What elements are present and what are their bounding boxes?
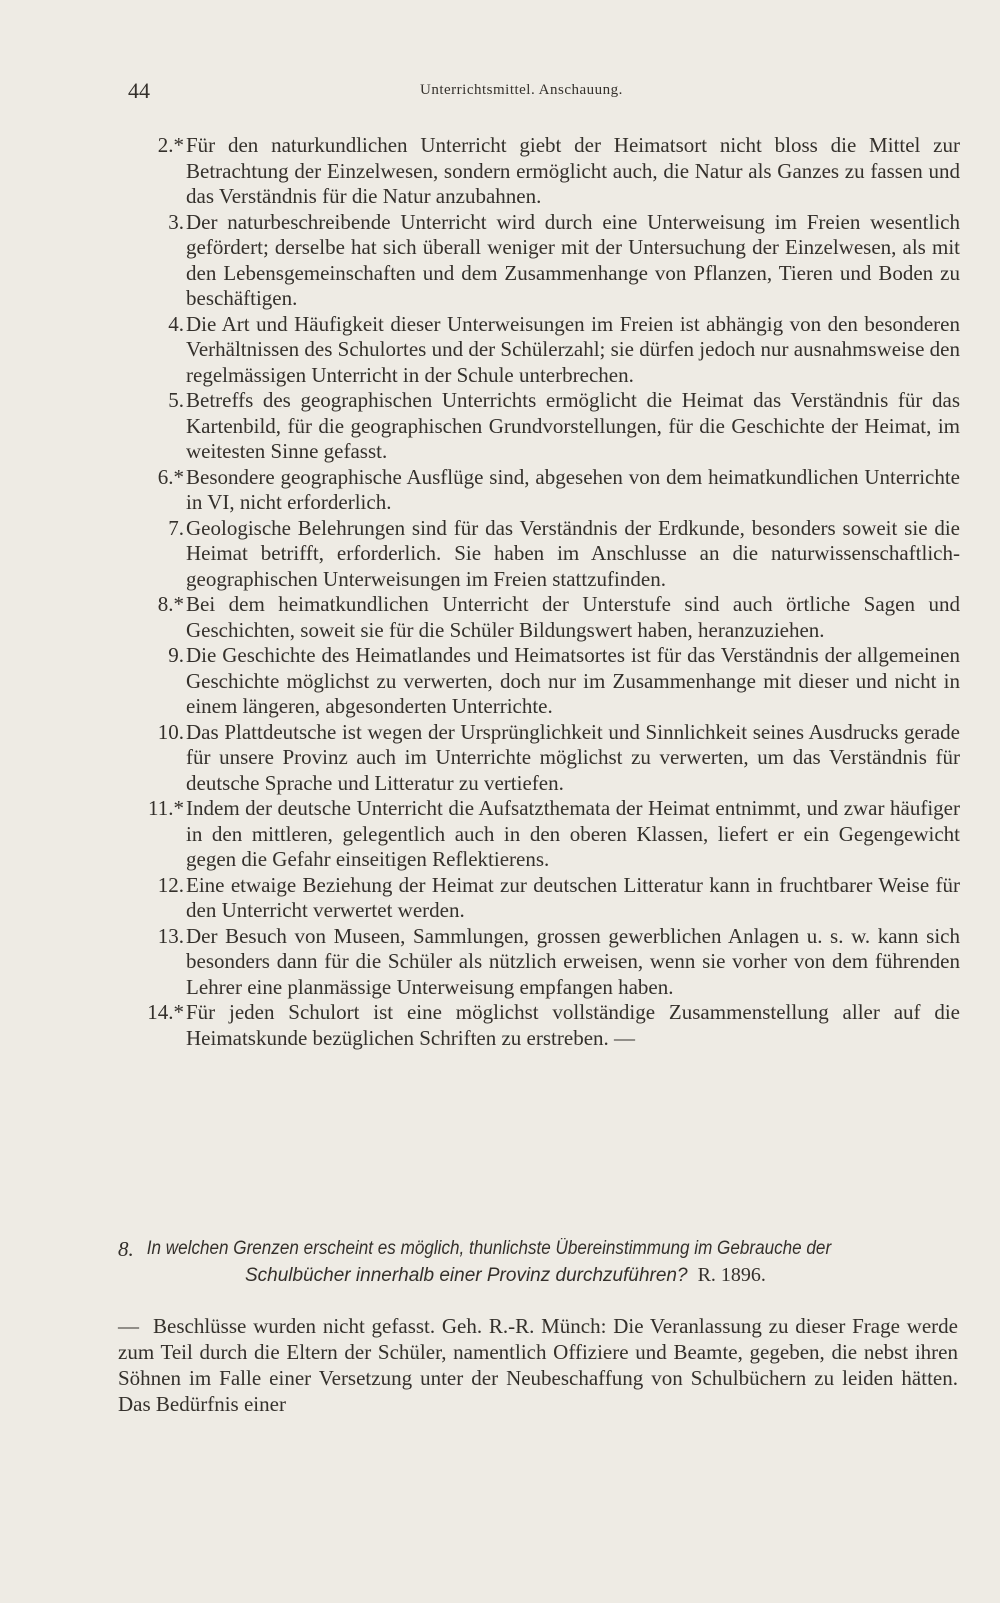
paragraph-text: Beschlüsse wurden nicht gefasst. Geh. R.-R. Münch: Die Veranlassung zu dieser Frage werde zum Teil durch die Eltern der Schüler, namentlich Offiziere und Beamte, gegeben, die nebst ihren Söhnen im Falle einer Versetzung unter der Neubeschaffung von Schulbüchern zu leiden hätten. Das Bedürfnis einer bbox=[118, 1314, 958, 1416]
thesis-number: 12. bbox=[157, 872, 184, 897]
thesis-number: 2.* bbox=[157, 133, 184, 157]
thesis-number: 8.* bbox=[157, 592, 184, 616]
question-reference: R. 1896. bbox=[697, 1264, 766, 1286]
thesis-text: Indem der deutsche Unterricht die Aufsatzthemata der Heimat entnimmt, und zwar häufiger in den mittleren, gelegentlich auch in den oberen Klassen, liefert er ein Gegengewicht gegen die Gefahr einseitigen Reflektierens. bbox=[186, 796, 960, 871]
thesis-number: 3. bbox=[168, 209, 184, 234]
paragraph-dash: — bbox=[118, 1314, 139, 1338]
thesis-item bbox=[120, 516, 960, 593]
thesis-number: 4. bbox=[168, 311, 184, 336]
question-number: 8. bbox=[118, 1237, 134, 1261]
question-line-2: Schulbücher innerhalb einer Provinz durchzuführen? bbox=[245, 1265, 688, 1286]
thesis-item bbox=[120, 720, 960, 797]
thesis-item bbox=[120, 210, 960, 312]
running-title: Unterrichtsmittel. Anschauung. bbox=[420, 82, 623, 98]
thesis-text: Der Besuch von Museen, Sammlungen, grossen gewerblichen Anlagen u. s. w. kann sich besonders dann für die Schüler als nützlich erweisen, wenn sie vorher von dem führenden Lehrer eine planmässige Unterweisung empfangen haben. bbox=[186, 923, 960, 999]
question-line-1: In welchen Grenzen erscheint es möglich, thunlichste Übereinstimmung im Gebrauche der bbox=[146, 1238, 832, 1259]
thesis-number: 7. bbox=[168, 515, 184, 540]
thesis-number: 13. bbox=[157, 923, 184, 948]
thesis-item bbox=[120, 643, 960, 720]
thesis-text: Betreffs des geographischen Unterrichts ermöglicht die Heimat das Verständnis für das Kartenbild, für die geographischen Grundvorstellungen, für die Geschichte der Heimat, im weitesten Sinne gefasst. bbox=[186, 388, 960, 463]
thesis-item bbox=[120, 873, 960, 924]
thesis-item bbox=[120, 388, 960, 465]
thesis-text: Für den naturkundlichen Unterricht giebt der Heimatsort nicht bloss die Mittel zur Betrachtung der Einzelwesen, sondern ermöglicht auch, die Natur als Ganzes zu fassen und das Verständnis für die Natur anzubahnen. bbox=[186, 133, 960, 208]
thesis-number: 14.* bbox=[147, 1000, 184, 1024]
thesis-text: Geologische Belehrungen sind für das Verständnis der Erdkunde, besonders soweit sie die Heimat betrifft, erforderlich. Sie haben im Anschlusse an die naturwissenschaftlich-geographischen Unterweisungen im Freien stattzufinden. bbox=[186, 515, 960, 591]
thesis-item bbox=[120, 796, 960, 873]
numbered-theses bbox=[120, 133, 960, 1051]
page-number: 44 bbox=[128, 78, 150, 103]
thesis-text: Für jeden Schulort ist eine möglichst vollständige Zusammenstellung aller auf die Heimatskunde bezüglichen Schriften zu erstreben. — bbox=[186, 1000, 960, 1050]
thesis-text: Die Geschichte des Heimatlandes und Heimatsortes ist für das Verständnis der allgemeinen Geschichte möglichst zu verwerten, doch nur im Zusammenhange mit dieser und nicht in einem längeren, abgesonderten Unterrichte. bbox=[186, 643, 960, 718]
thesis-text: Besondere geographische Ausflüge sind, abgesehen von dem heimatkundlichen Unterrichte in VI, nicht erforderlich. bbox=[186, 464, 960, 514]
thesis-item bbox=[120, 312, 960, 389]
thesis-number: 9. bbox=[168, 643, 184, 667]
running-header bbox=[128, 78, 948, 106]
thesis-item bbox=[120, 592, 960, 643]
thesis-number: 5. bbox=[168, 388, 184, 412]
thesis-text: Eine etwaige Beziehung der Heimat zur deutschen Litteratur kann in fruchtbarer Weise für den Unterricht verwertet werden. bbox=[186, 872, 960, 922]
thesis-number: 10. bbox=[157, 719, 184, 744]
thesis-number: 6.* bbox=[157, 464, 184, 489]
question-line-2-wrap bbox=[118, 1262, 958, 1289]
thesis-item bbox=[120, 1000, 960, 1051]
thesis-item bbox=[120, 133, 960, 210]
body-paragraph bbox=[118, 1313, 958, 1417]
thesis-text: Bei dem heimatkundlichen Unterricht der Unterstufe sind auch örtliche Sagen und Geschichten, soweit sie für die Schüler Bildungswert haben, heranzuziehen. bbox=[186, 592, 960, 642]
thesis-text: Der naturbeschreibende Unterricht wird durch eine Unterweisung im Freien wesentlich gefördert; derselbe hat sich überall weniger mit der Untersuchung der Einzelwesen, als mit den Lebensgemeinschaften und dem Zusammenhange von Pflanzen, Tieren und Boden zu beschäftigen. bbox=[186, 209, 960, 310]
thesis-item bbox=[120, 465, 960, 516]
question-heading bbox=[118, 1236, 958, 1289]
thesis-text: Das Plattdeutsche ist wegen der Ursprünglichkeit und Sinnlichkeit seines Ausdrucks gerade für unsere Provinz auch im Unterrichte möglichst zu verwerten, um das Verständnis für deutsche Sprache und Litteratur zu vertiefen. bbox=[186, 719, 960, 795]
thesis-item bbox=[120, 924, 960, 1001]
thesis-text: Die Art und Häufigkeit dieser Unterweisungen im Freien ist abhängig von den besonderen Verhältnissen des Schulortes und der Schülerzahl; sie dürfen jedoch nur ausnahmsweise den regelmässigen Unterricht in der Schule unterbrechen. bbox=[186, 311, 960, 387]
thesis-number: 11.* bbox=[148, 796, 184, 820]
